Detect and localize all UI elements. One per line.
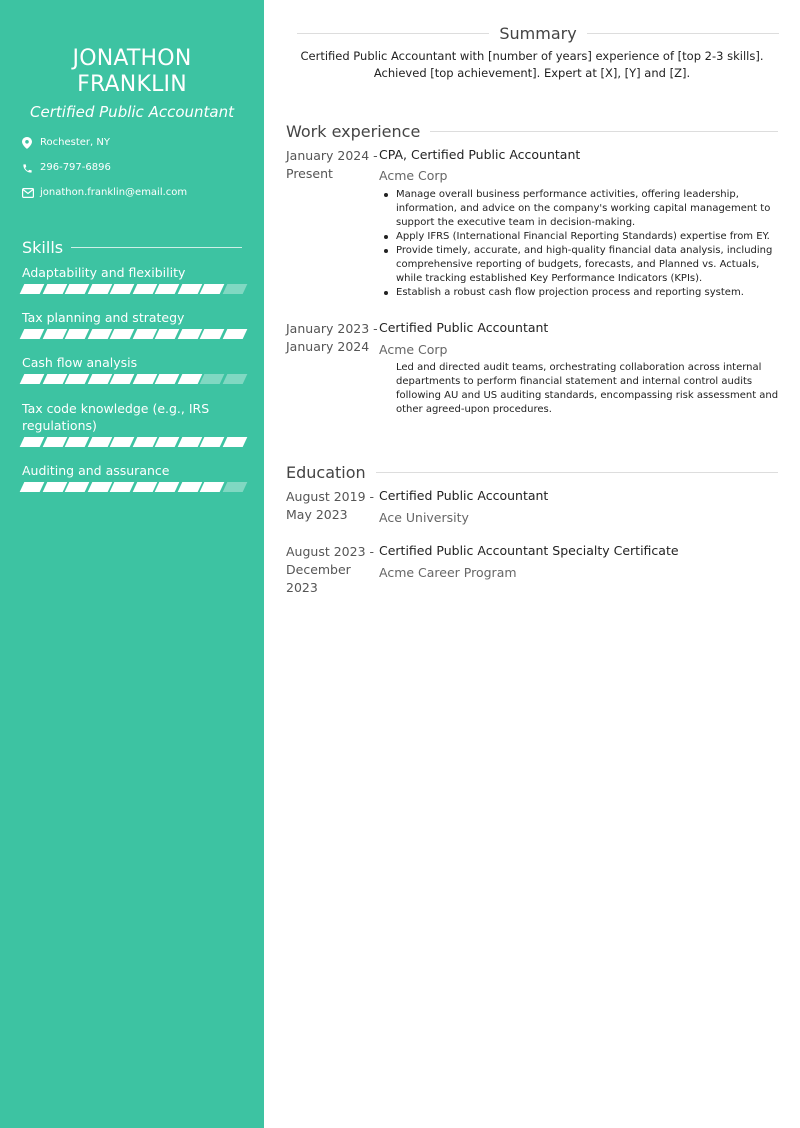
education-title: Certified Public Accountant <box>379 488 549 503</box>
skill-segment-filled <box>20 284 44 294</box>
skill-segment-filled <box>20 482 44 492</box>
skill-segment-filled <box>65 437 89 447</box>
job-date: January 2023 - January 2024 <box>286 321 378 354</box>
skill-segment-filled <box>110 437 134 447</box>
skill-segment-filled <box>155 329 179 339</box>
skills-divider <box>71 247 242 248</box>
job-date: January 2024 - Present <box>286 148 378 181</box>
skill-segment-filled <box>110 284 134 294</box>
skill-segment-filled <box>110 482 134 492</box>
contact-email-text: jonathon.franklin@email.com <box>40 187 188 198</box>
list-item: Manage overall business performance activities, offering leadership, information, and advice on the company's working capital management to support the executive team in decision-making. <box>379 188 779 230</box>
skill-name: Cash flow analysis <box>22 355 138 370</box>
skill-segment-filled <box>222 329 246 339</box>
skill-segment-filled <box>177 284 201 294</box>
skill-segment-filled <box>65 329 89 339</box>
education-date: August 2019 - May 2023 <box>286 489 375 522</box>
skill-segment-filled <box>222 437 246 447</box>
skill-segment-filled <box>200 329 224 339</box>
skill-segment-filled <box>200 284 224 294</box>
skill-segment-filled <box>42 374 66 384</box>
mail-icon <box>22 188 40 198</box>
candidate-title: Certified Public Accountant <box>30 103 234 121</box>
main-content <box>264 0 800 1128</box>
skill-segment-filled <box>20 437 44 447</box>
location-pin-icon <box>22 137 40 149</box>
skill-segment-filled <box>20 374 44 384</box>
skill-segment-filled <box>42 284 66 294</box>
job-company: Acme Corp <box>379 342 448 357</box>
contact-location-text: Rochester, NY <box>40 137 110 148</box>
skill-segment-filled <box>177 437 201 447</box>
skill-segment-filled <box>155 437 179 447</box>
skill-segment-filled <box>65 284 89 294</box>
job-title: CPA, Certified Public Accountant <box>379 147 581 162</box>
contact-location <box>22 136 252 150</box>
skill-segment-filled <box>87 437 111 447</box>
skill-segment-filled <box>87 374 111 384</box>
education-date: August 2023 - December 2023 <box>286 544 375 595</box>
list-item: Provide timely, accurate, and high-quality financial data analysis, including comprehensive reporting of budgets, forecasts, and Planned vs. Actuals, while tracking established Key Performance Indicators (KPIs). <box>379 244 779 286</box>
skill-segment-filled <box>132 482 156 492</box>
summary-text: Certified Public Accountant with [number of years] experience of [top 2-3 skills]. Achieved [top achievement]. Expert at [X], [Y] and [Z]. <box>300 49 764 80</box>
education-title: Certified Public Accountant Specialty Certificate <box>379 543 679 558</box>
skill-level-bar <box>22 374 244 384</box>
skill-segment-empty <box>222 374 246 384</box>
skill-segment-filled <box>132 437 156 447</box>
candidate-name: JONATHON FRANKLIN <box>72 46 192 97</box>
skill-level-bar <box>22 329 244 339</box>
skill-segment-filled <box>65 482 89 492</box>
contact-phone <box>22 161 252 175</box>
skill-name: Auditing and assurance <box>22 463 170 478</box>
skill-segment-filled <box>132 284 156 294</box>
skill-segment-filled <box>110 374 134 384</box>
skill-segment-filled <box>177 482 201 492</box>
skill-level-bar <box>22 482 244 492</box>
job-bullets <box>379 188 779 300</box>
skill-segment-filled <box>155 482 179 492</box>
skill-name: Tax code knowledge (e.g., IRS regulations) <box>22 401 210 433</box>
skill-segment-filled <box>200 482 224 492</box>
skill-segment-empty <box>222 482 246 492</box>
skill-name: Adaptability and flexibility <box>22 265 186 280</box>
skill-segment-filled <box>87 329 111 339</box>
skill-level-bar <box>22 284 244 294</box>
skill-segment-filled <box>155 284 179 294</box>
summary-heading: Summary <box>297 24 779 43</box>
list-item: Apply IFRS (International Financial Reporting Standards) expertise from EY. <box>379 230 779 244</box>
skill-segment-filled <box>42 437 66 447</box>
skill-segment-empty <box>200 374 224 384</box>
skill-segment-filled <box>200 437 224 447</box>
skill-segment-filled <box>110 329 134 339</box>
skills-heading: Skills <box>22 238 242 257</box>
skill-segment-filled <box>132 329 156 339</box>
list-item: Establish a robust cash flow projection process and reporting system. <box>379 286 779 300</box>
skill-segment-empty <box>222 284 246 294</box>
skill-segment-filled <box>20 329 44 339</box>
skill-segment-filled <box>65 374 89 384</box>
skill-segment-filled <box>87 284 111 294</box>
contact-email <box>22 186 252 200</box>
job-company: Acme Corp <box>379 168 448 183</box>
work-experience-heading: Work experience <box>286 122 778 141</box>
job-description: Led and directed audit teams, orchestrating collaboration across internal departments to perform financial statement and internal control audits following AU and US auditing standards, encompassing risk assessment and other agreed-upon procedures. <box>396 362 779 415</box>
education-institution: Ace University <box>379 510 469 525</box>
education-institution: Acme Career Program <box>379 565 517 580</box>
skill-name: Tax planning and strategy <box>22 310 185 325</box>
job-title: Certified Public Accountant <box>379 320 549 335</box>
skill-segment-filled <box>155 374 179 384</box>
phone-icon <box>22 163 40 174</box>
skill-level-bar <box>22 437 244 447</box>
skill-segment-filled <box>177 329 201 339</box>
skill-segment-filled <box>42 482 66 492</box>
skill-segment-filled <box>87 482 111 492</box>
contact-phone-text: 296-797-6896 <box>40 162 111 173</box>
skill-segment-filled <box>42 329 66 339</box>
education-heading: Education <box>286 463 778 482</box>
sidebar <box>0 0 264 1128</box>
skill-segment-filled <box>177 374 201 384</box>
skill-segment-filled <box>132 374 156 384</box>
